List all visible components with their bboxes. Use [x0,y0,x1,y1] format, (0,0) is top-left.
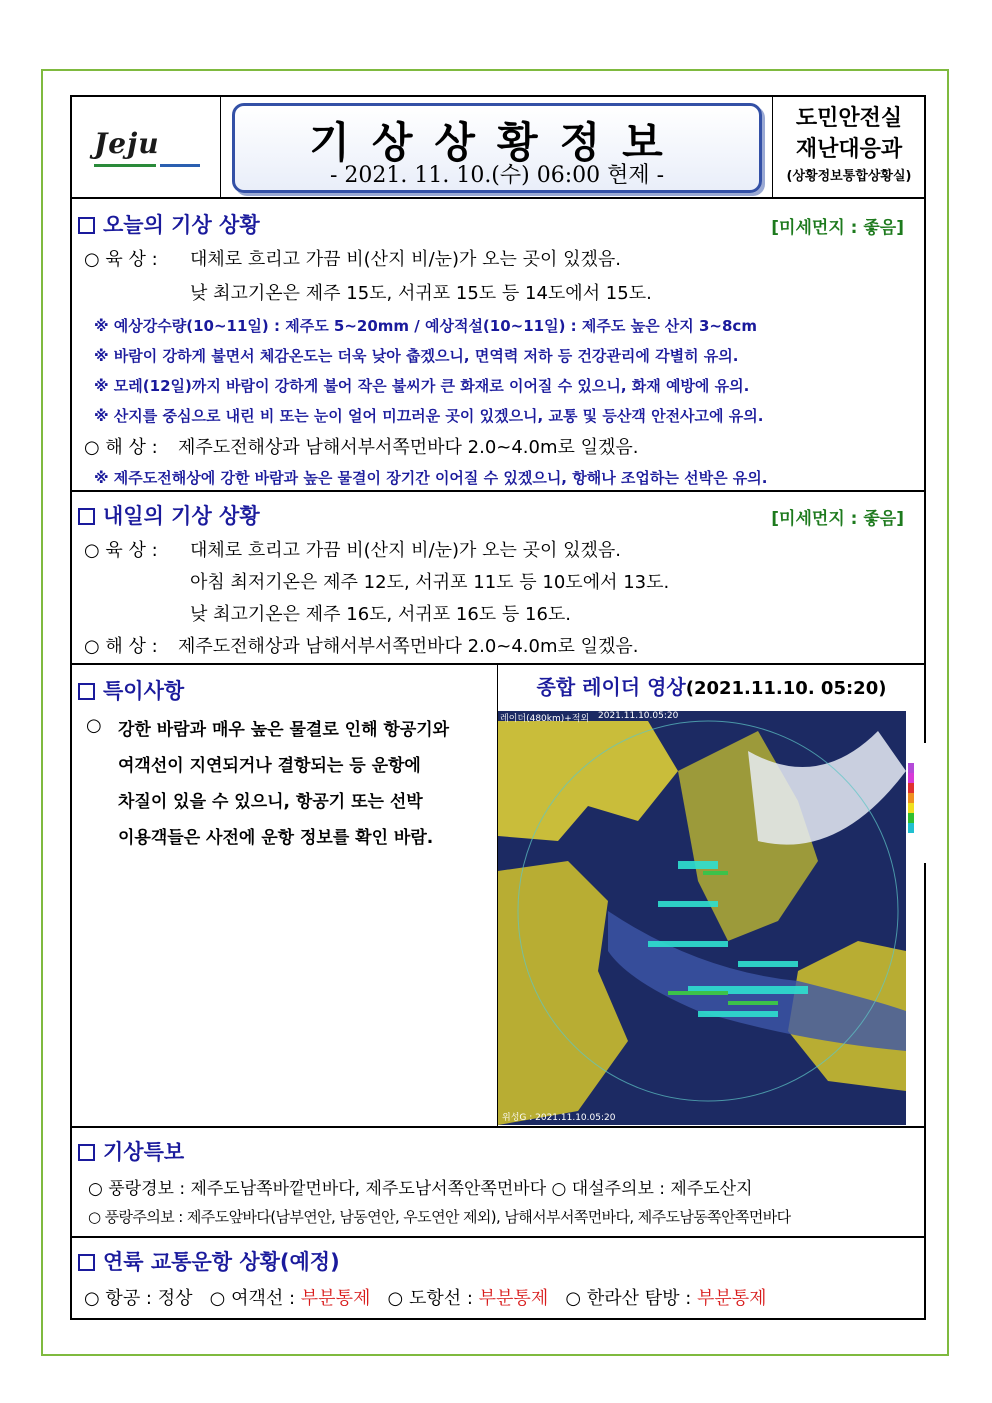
today-land-label: ○ 육 상 : [84,249,158,270]
checkbox-icon [78,508,95,525]
radar-footer: 위성G : 2021.11.10.05:20 [502,1113,616,1123]
radar-image [498,711,906,1125]
dept-name-3: (상황정보통합상황실) [786,169,912,184]
dept-name-1: 도민안전실 [795,106,903,131]
tomorrow-dust: [미세먼지 : 좋음] [771,509,904,529]
warnings-title: 기상특보 [78,1136,184,1166]
today-note-3: ※ 모레(12일)까지 바람이 강하게 불어 작은 불씨가 큰 화재로 이어질 수 있으니, 화재 예방에 유의. [94,377,750,395]
tomorrow-land-3: 낮 최고기온은 제주 16도, 서귀포 16도 등 16도. [190,604,572,625]
air-status: ○ 항공 : 정상 [84,1288,193,1309]
logo-underline-blue [160,164,200,167]
dept-name-2: 재난대응과 [795,137,903,162]
checkbox-icon [78,683,95,700]
special-bullet: ○ [86,715,102,736]
report-date: - 2021. 11. 10.(수) 06:00 현제 - [329,163,665,188]
special-line-3: 차질이 있을 수 있으니, 항공기 또는 선박 [118,792,423,812]
today-note-4: ※ 산지를 중심으로 내린 비 또는 눈이 얼어 미끄러운 곳이 있겠으니, 교통 및 등산객 안전사고에 유의. [94,407,764,425]
island-ferry-label: ○ 도항선 : [387,1288,473,1309]
special-line-1: 강한 바람과 매우 높은 물결로 인해 항공기와 [118,720,450,740]
page-title: 기상상황정보 [309,118,685,167]
special-title: 특이사항 [78,675,184,705]
today-dust: [미세먼지 : 좋음] [771,218,904,238]
radar-image-time: 2021.11.10.05:20 [598,711,679,721]
tomorrow-land-2: 아침 최저기온은 제주 12도, 서귀포 11도 등 10도에서 13도. [190,572,670,593]
logo-underline-green [94,164,156,167]
island-ferry-status: 부분통제 [478,1288,549,1309]
warnings-section [72,1128,924,1238]
tomorrow-title: 내일의 기상 상황 [78,500,260,530]
special-line-2: 여객선이 지연되거나 결항되는 등 운항에 [118,756,421,776]
traffic-status [84,1284,767,1310]
ferry-label: ○ 여객선 : [209,1288,296,1309]
title-box [232,103,762,193]
header [72,97,924,199]
radar-caption: 레이더(480km)+적외 [500,714,590,724]
warnings-line-1: ○ 풍랑경보 : 제주도남쪽바깥먼바다, 제주도남서쪽안쪽먼바다 ○ 대설주의보 : 제주도산지 [88,1179,753,1199]
radar-title: 종합 레이더 영상(2021.11.10. 05:20) [536,675,887,699]
today-sea: 제주도전해상과 남해서부서쪽먼바다 2.0~4.0m로 일겠음. [178,437,639,458]
logo-cell [72,97,221,197]
jeju-logo: Jeju [94,127,160,160]
today-land-1: 대체로 흐리고 가끔 비(산지 비/눈)가 오는 곳이 있겠음. [190,249,622,270]
traffic-section [72,1238,924,1318]
special-section [72,665,924,1128]
today-sea-note: ※ 제주도전해상에 강한 바람과 높은 물결이 장기간 이어질 수 있겠으니, 항해나 조업하는 선박은 유의. [94,469,768,487]
radar-panel [497,665,925,1127]
checkbox-icon [78,1144,95,1161]
today-title: 오늘의 기상 상황 [78,209,260,239]
tomorrow-section [72,492,924,665]
department [772,97,925,197]
radar-legend [906,743,926,863]
radar-map [498,711,906,1125]
special-line-4: 이용객들은 사전에 운항 정보를 확인 바람. [118,828,434,848]
ferry-status: 부분통제 [300,1288,371,1309]
checkbox-icon [78,1254,95,1271]
radar-legend-scale [906,743,926,863]
traffic-title: 연륙 교통운항 상황(예정) [78,1246,340,1276]
weather-report [70,95,926,1320]
today-note-2: ※ 바람이 강하게 불면서 체감온도는 더욱 낮아 춥겠으니, 면역력 저하 등 건강관리에 각별히 유의. [94,347,739,365]
hallasan-status: 부분통제 [697,1288,767,1309]
tomorrow-land-1: 대체로 흐리고 가끔 비(산지 비/눈)가 오는 곳이 있겠음. [190,540,622,561]
today-land-2: 낮 최고기온은 제주 15도, 서귀포 15도 등 14도에서 15도. [190,283,652,304]
tomorrow-sea: 제주도전해상과 남해서부서쪽먼바다 2.0~4.0m로 일겠음. [178,636,639,657]
tomorrow-land-label: ○ 육 상 : [84,540,158,561]
checkbox-icon [78,217,95,234]
today-section [72,199,924,492]
warnings-line-2: ○ 풍랑주의보 : 제주도앞바다(남부연안, 남동연안, 우도연안 제외), 남해서부서쪽먼바다, 제주도남동쪽안쪽먼바다 [88,1208,791,1226]
tomorrow-sea-label: ○ 해 상 : [84,636,158,657]
hallasan-label: ○ 한라산 탐방 : [565,1288,692,1309]
today-note-1: ※ 예상강수량(10~11일) : 제주도 5~20mm / 예상적설(10~11일) : 제주도 높은 산지 3~8cm [94,317,757,335]
today-sea-label: ○ 해 상 : [84,437,158,458]
